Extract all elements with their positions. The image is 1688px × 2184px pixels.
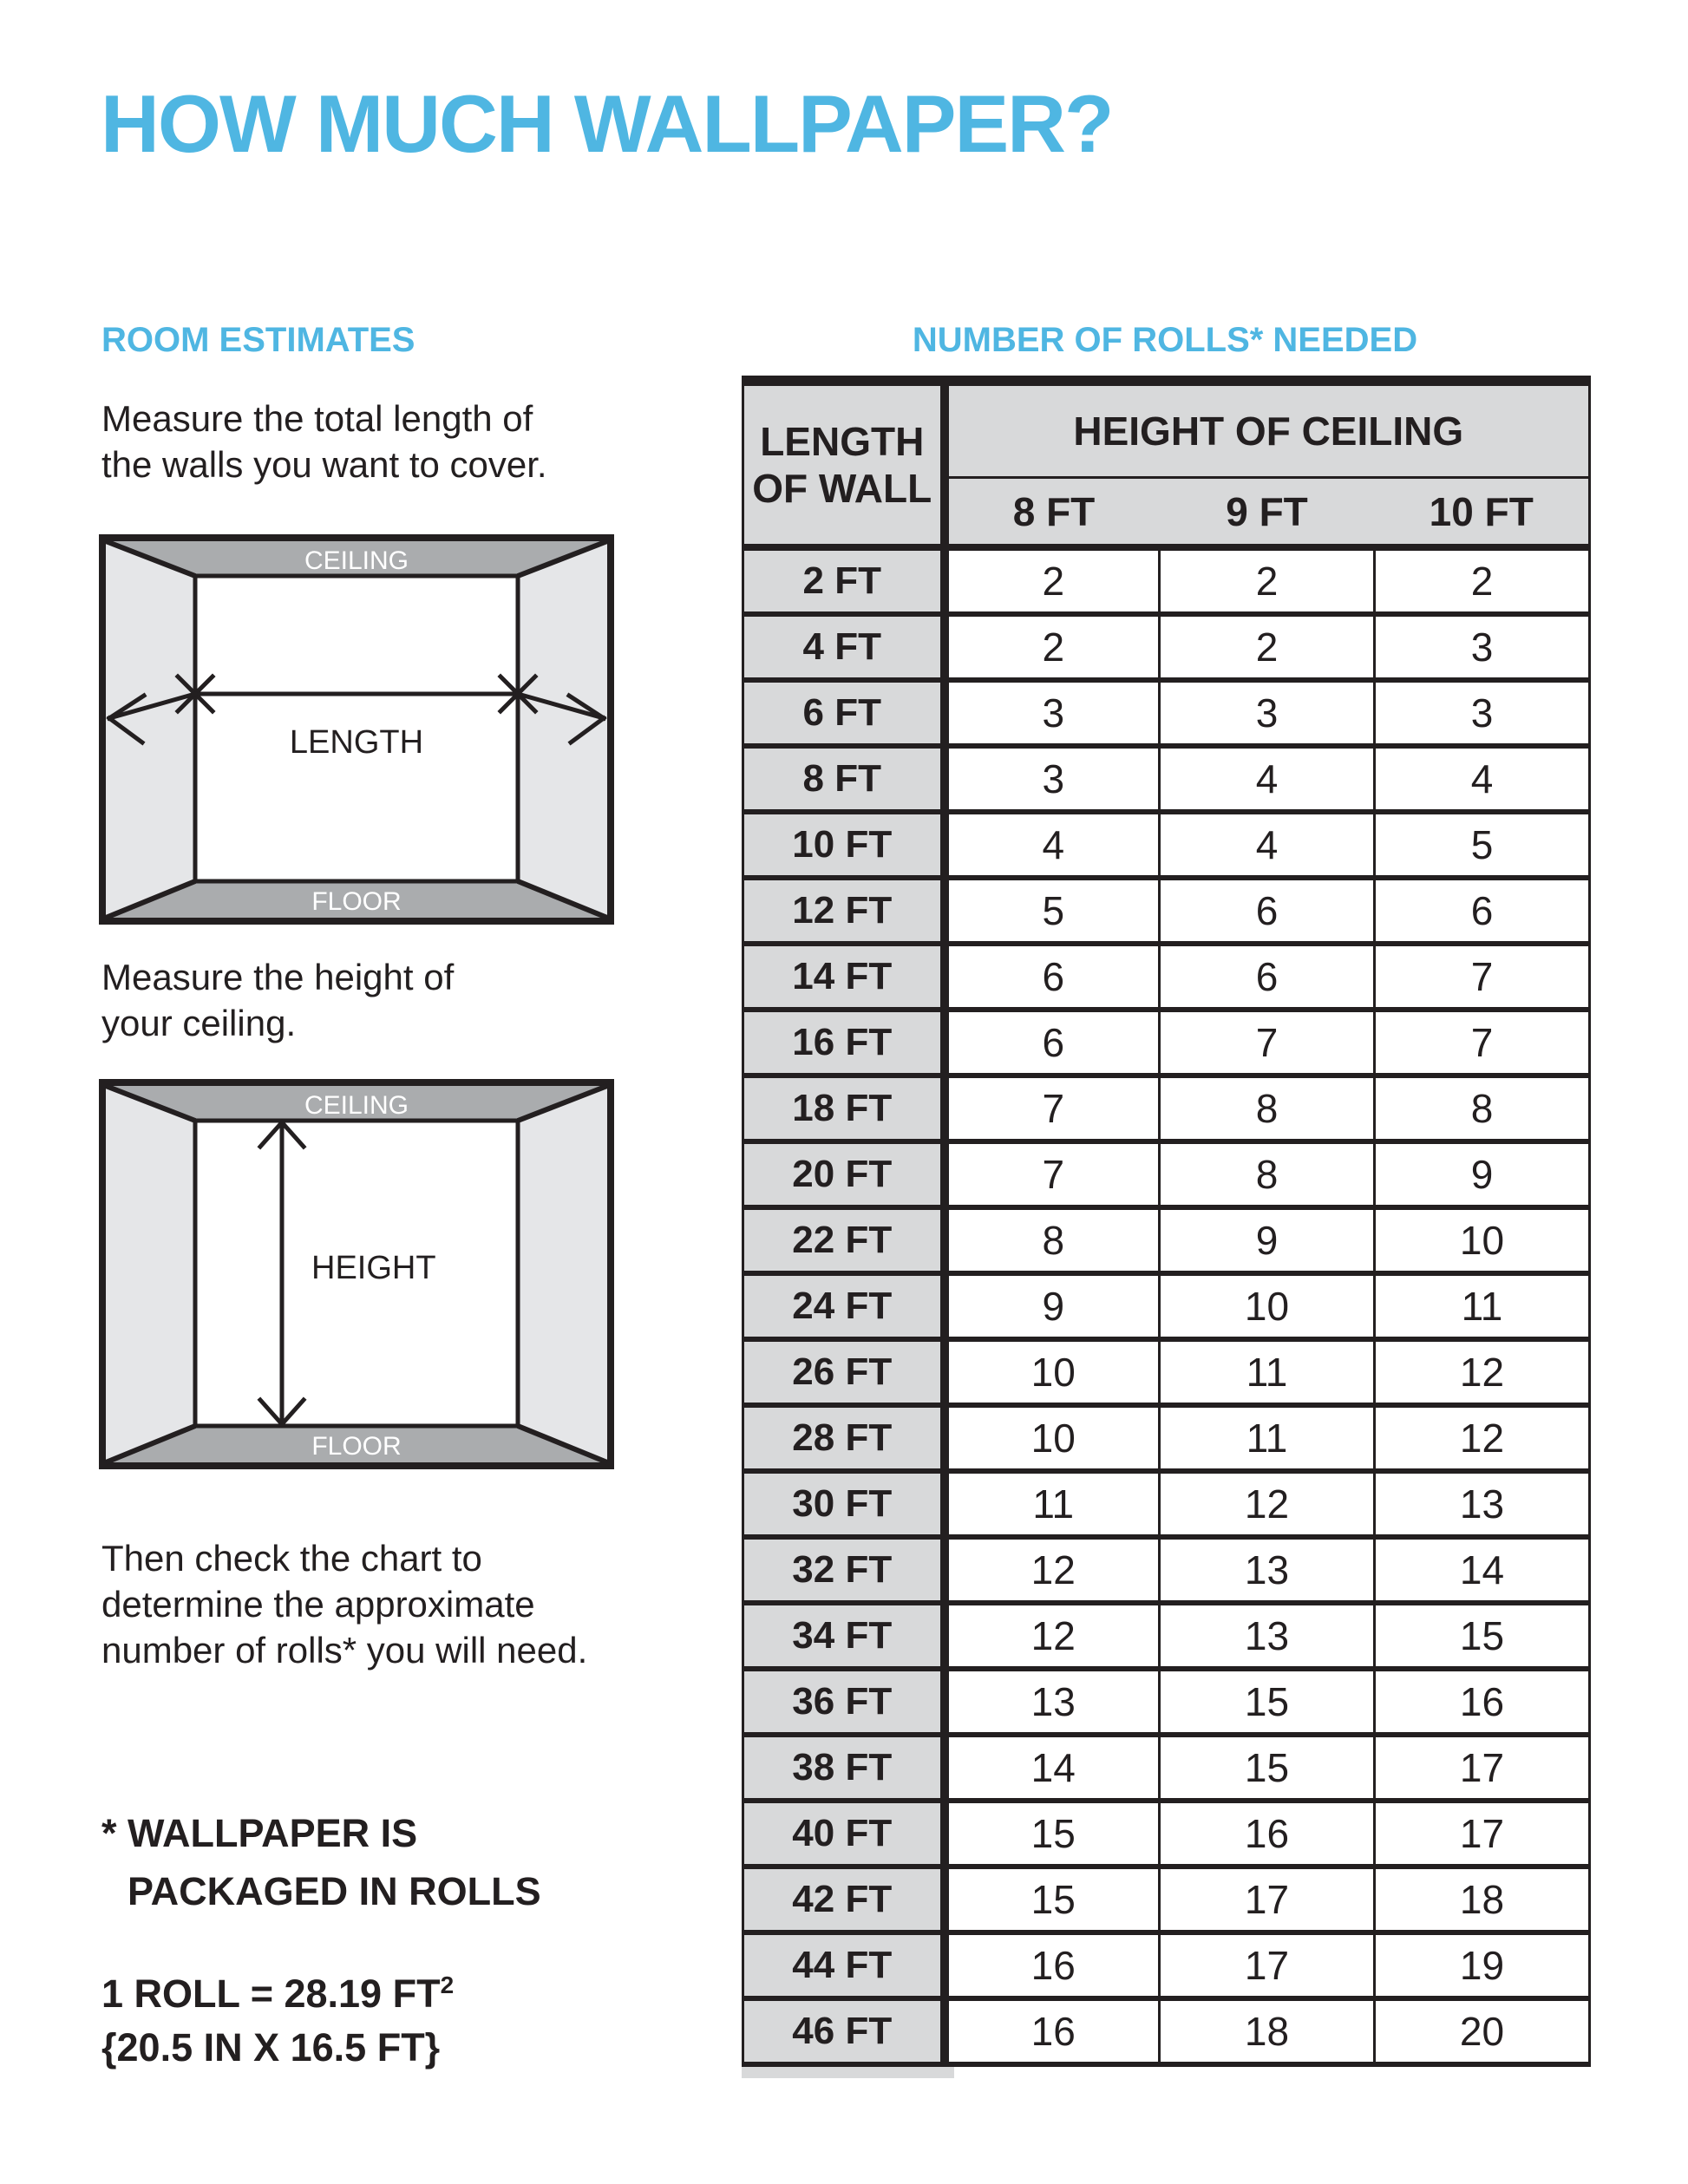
row-label: 22 FT (743, 1207, 945, 1273)
row-label: 28 FT (743, 1405, 945, 1471)
roll-count-cell: 6 (945, 944, 1160, 1010)
row-label: 16 FT (743, 1010, 945, 1076)
roll-count-cell: 15 (1160, 1669, 1375, 1735)
rolls-table-container (742, 376, 1588, 2078)
roll-count-cell: 13 (1160, 1603, 1375, 1669)
step1-line2: the walls you want to cover. (101, 444, 547, 485)
roll-count-cell: 11 (945, 1471, 1160, 1537)
roll-count-cell: 10 (1375, 1207, 1590, 1273)
roll-count-cell: 8 (1160, 1076, 1375, 1141)
roll-count-cell: 12 (945, 1603, 1160, 1669)
roll-count-cell: 4 (1375, 746, 1590, 812)
wallpaper-rolls-footnote (101, 1804, 541, 1920)
roll-count-cell: 2 (1160, 614, 1375, 680)
roll-count-cell: 10 (945, 1405, 1160, 1471)
roll-count-cell: 2 (945, 614, 1160, 680)
roll-count-cell: 3 (945, 746, 1160, 812)
roll-count-cell: 13 (1160, 1537, 1375, 1603)
roll-count-cell: 2 (945, 547, 1160, 614)
table-row (743, 1669, 1590, 1735)
table-row (743, 1405, 1590, 1471)
table-row (743, 614, 1590, 680)
table-row (743, 1207, 1590, 1273)
table-row (743, 1735, 1590, 1801)
roll-count-cell: 7 (1375, 944, 1590, 1010)
row-label: 34 FT (743, 1603, 945, 1669)
column-header-8ft: 8 FT (945, 478, 1160, 548)
roll-count-cell: 10 (945, 1339, 1160, 1405)
roll-count-cell: 3 (1160, 680, 1375, 746)
length-label: LENGTH (289, 724, 424, 761)
floor-label: FLOOR (311, 887, 402, 916)
roll-count-cell: 9 (1375, 1141, 1590, 1207)
step3-line2: determine the approximate (101, 1584, 535, 1625)
footnote-line2: PACKAGED IN ROLLS (128, 1869, 541, 1913)
roll-count-cell: 7 (1375, 1010, 1590, 1076)
step3-text (101, 1535, 587, 1673)
roll-count-cell: 12 (1375, 1339, 1590, 1405)
table-row (743, 1998, 1590, 2064)
roll-count-cell: 3 (945, 680, 1160, 746)
roll-count-cell: 16 (1375, 1669, 1590, 1735)
table-row (743, 1010, 1590, 1076)
roll-count-cell: 3 (1375, 614, 1590, 680)
table-row (743, 1801, 1590, 1867)
rolls-table-body (743, 547, 1590, 2064)
ceiling-height-group-header: HEIGHT OF CEILING (945, 381, 1590, 478)
roll-count-cell: 17 (1160, 1867, 1375, 1932)
roll-count-cell: 16 (945, 1932, 1160, 1998)
row-header-line2: OF WALL (752, 466, 932, 511)
roll-size-equation (101, 1967, 454, 2021)
roll-count-cell: 17 (1160, 1932, 1375, 1998)
roll-size-text: 1 ROLL = 28.19 FT (101, 1971, 441, 2016)
table-row (743, 1141, 1590, 1207)
roll-count-cell: 6 (1160, 944, 1375, 1010)
roll-count-cell: 9 (945, 1273, 1160, 1339)
roll-count-cell: 5 (945, 878, 1160, 944)
roll-count-cell: 12 (1375, 1405, 1590, 1471)
table-row (743, 746, 1590, 812)
roll-count-cell: 19 (1375, 1932, 1590, 1998)
row-label: 26 FT (743, 1339, 945, 1405)
height-room-diagram (99, 1079, 614, 1469)
roll-size-superscript: 2 (440, 1971, 455, 1998)
room-estimates-heading: ROOM ESTIMATES (101, 321, 415, 359)
row-label: 10 FT (743, 812, 945, 878)
row-label: 6 FT (743, 680, 945, 746)
row-label: 2 FT (743, 547, 945, 614)
table-row (743, 1076, 1590, 1141)
roll-count-cell: 4 (1160, 812, 1375, 878)
step1-line1: Measure the total length of (101, 398, 533, 439)
step1-text (101, 396, 547, 487)
roll-count-cell: 7 (945, 1141, 1160, 1207)
ceiling-label: CEILING (304, 1091, 409, 1120)
roll-count-cell: 2 (1160, 547, 1375, 614)
row-label: 14 FT (743, 944, 945, 1010)
roll-size-info (101, 1967, 454, 2075)
roll-count-cell: 7 (945, 1076, 1160, 1141)
row-label: 8 FT (743, 746, 945, 812)
roll-count-cell: 7 (1160, 1010, 1375, 1076)
roll-count-cell: 15 (1160, 1735, 1375, 1801)
roll-count-cell: 15 (1375, 1603, 1590, 1669)
roll-count-cell: 15 (945, 1801, 1160, 1867)
row-header-line1: LENGTH (760, 419, 925, 464)
row-label: 30 FT (743, 1471, 945, 1537)
step2-line2: your ceiling. (101, 1003, 297, 1043)
step2-line1: Measure the height of (101, 957, 455, 997)
roll-count-cell: 9 (1160, 1207, 1375, 1273)
table-row (743, 812, 1590, 878)
roll-count-cell: 8 (1375, 1076, 1590, 1141)
roll-count-cell: 6 (1160, 878, 1375, 944)
column-header-9ft: 9 FT (1160, 478, 1375, 548)
roll-count-cell: 5 (1375, 812, 1590, 878)
roll-count-cell: 3 (1375, 680, 1590, 746)
rolls-needed-table (742, 376, 1591, 2067)
roll-dimensions: {20.5 IN X 16.5 FT} (101, 2025, 441, 2070)
row-label: 20 FT (743, 1141, 945, 1207)
row-label: 36 FT (743, 1669, 945, 1735)
roll-count-cell: 6 (1375, 878, 1590, 944)
roll-count-cell: 13 (945, 1669, 1160, 1735)
row-label: 42 FT (743, 1867, 945, 1932)
table-row (743, 1537, 1590, 1603)
row-label: 18 FT (743, 1076, 945, 1141)
length-room-diagram (99, 534, 614, 925)
roll-count-cell: 14 (1375, 1537, 1590, 1603)
table-row (743, 1471, 1590, 1537)
table-row (743, 547, 1590, 614)
row-label: 24 FT (743, 1273, 945, 1339)
roll-count-cell: 6 (945, 1010, 1160, 1076)
step3-line3: number of rolls* you will need. (101, 1630, 588, 1671)
roll-count-cell: 4 (945, 812, 1160, 878)
roll-count-cell: 14 (945, 1735, 1160, 1801)
ceiling-label: CEILING (304, 546, 409, 575)
row-label: 32 FT (743, 1537, 945, 1603)
roll-count-cell: 15 (945, 1867, 1160, 1932)
footnote-line1: * WALLPAPER IS (101, 1811, 418, 1855)
row-label: 4 FT (743, 614, 945, 680)
roll-count-cell: 12 (945, 1537, 1160, 1603)
roll-count-cell: 2 (1375, 547, 1590, 614)
table-row (743, 1932, 1590, 1998)
roll-count-cell: 4 (1160, 746, 1375, 812)
roll-count-cell: 8 (945, 1207, 1160, 1273)
table-row (743, 1603, 1590, 1669)
table-row (743, 680, 1590, 746)
column-header-10ft: 10 FT (1375, 478, 1590, 548)
roll-count-cell: 16 (1160, 1801, 1375, 1867)
row-label: 44 FT (743, 1932, 945, 1998)
roll-count-cell: 10 (1160, 1273, 1375, 1339)
roll-count-cell: 11 (1160, 1339, 1375, 1405)
roll-count-cell: 16 (945, 1998, 1160, 2064)
table-left-column-tail (742, 2067, 954, 2078)
roll-count-cell: 13 (1375, 1471, 1590, 1537)
table-row (743, 1273, 1590, 1339)
roll-count-cell: 11 (1375, 1273, 1590, 1339)
step3-line1: Then check the chart to (101, 1538, 482, 1579)
roll-count-cell: 17 (1375, 1735, 1590, 1801)
row-label: 38 FT (743, 1735, 945, 1801)
step2-text (101, 954, 454, 1046)
table-row (743, 878, 1590, 944)
row-label: 40 FT (743, 1801, 945, 1867)
rolls-needed-heading: NUMBER OF ROLLS* NEEDED (912, 321, 1418, 359)
roll-count-cell: 18 (1375, 1867, 1590, 1932)
roll-count-cell: 18 (1160, 1998, 1375, 2064)
row-header-cell (743, 381, 945, 547)
floor-label: FLOOR (311, 1432, 402, 1461)
roll-count-cell: 12 (1160, 1471, 1375, 1537)
row-label: 46 FT (743, 1998, 945, 2064)
table-row (743, 1339, 1590, 1405)
roll-count-cell: 8 (1160, 1141, 1375, 1207)
roll-count-cell: 17 (1375, 1801, 1590, 1867)
height-label: HEIGHT (311, 1250, 436, 1286)
roll-count-cell: 20 (1375, 1998, 1590, 2064)
table-row (743, 1867, 1590, 1932)
row-label: 12 FT (743, 878, 945, 944)
roll-count-cell: 11 (1160, 1405, 1375, 1471)
page-title: HOW MUCH WALLPAPER? (101, 78, 1113, 169)
table-row (743, 944, 1590, 1010)
